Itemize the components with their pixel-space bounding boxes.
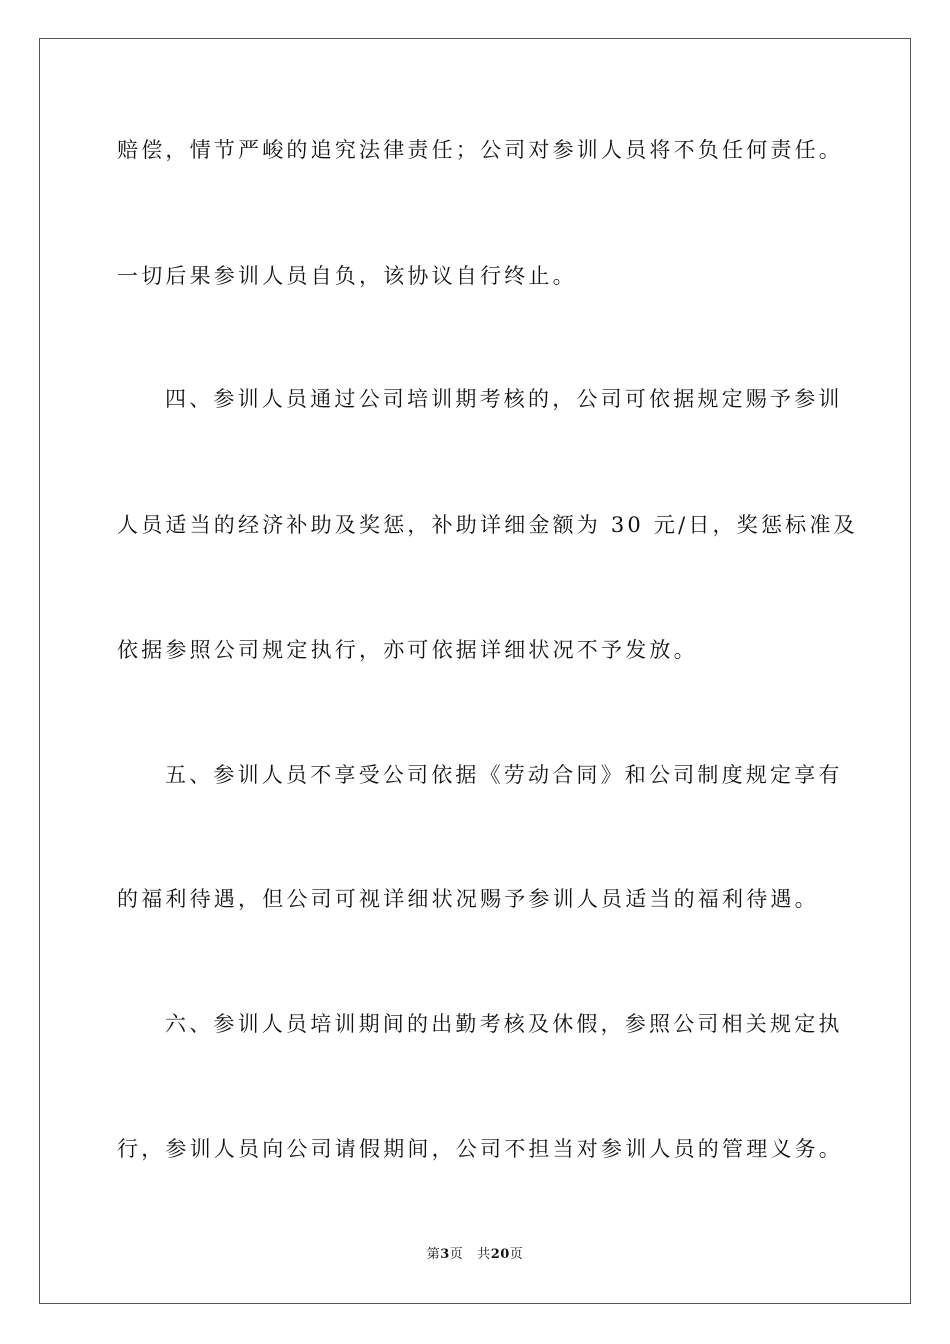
footer-total-suffix: 页	[509, 1247, 524, 1262]
footer-page-prefix: 第	[426, 1247, 441, 1262]
footer-page-suffix: 页	[449, 1247, 464, 1262]
page-footer	[0, 1246, 950, 1264]
paragraph-4-line-2: 人员适当的经济补助及奖惩，补助详细金额为 30 元/日，奖惩标准及	[117, 513, 858, 537]
page-border	[39, 38, 911, 1304]
paragraph-4-line-3: 依据参照公司规定执行，亦可依据详细状况不予发放。	[117, 638, 698, 662]
paragraph-6-line-2: 行，参训人员向公司请假期间，公司不担当对参训人员的管理义务。	[117, 1137, 843, 1161]
paragraph-6-line-1: 六、参训人员培训期间的出勤考核及休假，参照公司相关规定执	[165, 1012, 843, 1036]
footer-page-total: 20	[490, 1247, 510, 1262]
footer-total-prefix: 共	[477, 1247, 491, 1262]
footer-page-current: 3	[440, 1247, 450, 1262]
body-line-1: 赔偿，情节严峻的追究法律责任；公司对参训人员将不负任何责任。	[117, 138, 843, 162]
paragraph-4-line-1: 四、参训人员通过公司培训期考核的，公司可依据规定赐予参训	[165, 387, 843, 411]
paragraph-5-line-2: 的福利待遇，但公司可视详细状况赐予参训人员适当的福利待遇。	[117, 887, 819, 911]
paragraph-5-line-1: 五、参训人员不享受公司依据《劳动合同》和公司制度规定享有	[165, 763, 843, 787]
body-line-2: 一切后果参训人员自负，该协议自行终止。	[117, 264, 577, 288]
